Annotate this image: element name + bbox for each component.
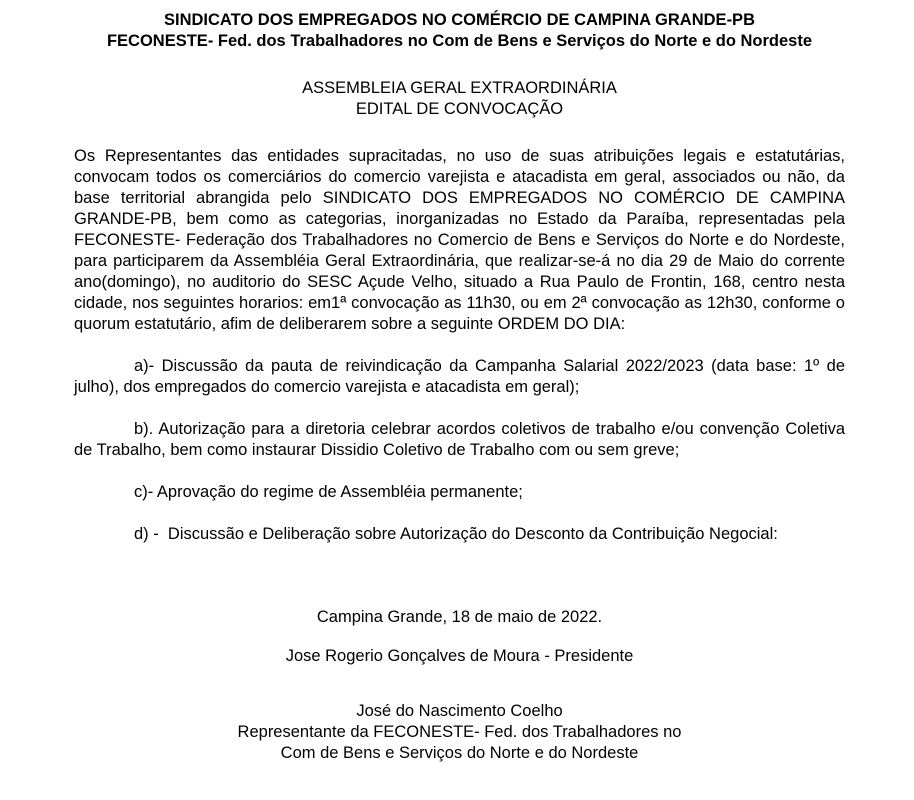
convocation-paragraph: Os Representantes das entidades supracitadas, no uso de suas atribuições legais e estatutárias, convocam todos os comerciários do comercio varejista e atacadista em geral, associados ou não, da base territorial abrangida pelo SINDICATO DOS EMPREGADOS NO COMÉRCIO DE CAMPINA GRANDE-PB, bem como as categorias, inorganizadas no Estado da Paraíba, representadas pela FECONESTE- Federação dos Trabalhadores no Comercio de Bens e Serviços do Norte e do Nordeste, para participarem da Assembléia Geral Extraordinária, que realizar-se-á no dia 29 de Maio do corrente ano(domingo), no auditorio do SESC Açude Velho, situado a Rua Paulo de Frontin, 168, centro nesta cidade, nos seguintes horarios: em1ª convocação as 11h30, ou em 2ª convocação as 12h30, conforme o quorum estatutário, afim de deliberarem sobre a seguinte ORDEM DO DIA: [74,147,845,333]
president-signature: Jose Rogerio Gonçalves de Moura - Presidente [285,647,634,665]
agenda-item-b: b). Autorização para a diretoria celebrar acordos coletivos de trabalho e/ou convenção Coletiva de Trabalho, bem como instaurar Dissidio Coletivo de Trabalho com ou sem greve; [74,420,845,459]
signer-name: José do Nascimento Coelho [356,702,563,720]
agenda-item-a: a)- Discussão da pauta de reivindicação da Campanha Salarial 2022/2023 (data base: 1º de julho), dos empregados do comercio varejista e atacadista em geral); [74,357,845,396]
header-federation-name: FECONESTE- Fed. dos Trabalhadores no Com de Bens e Serviços do Norte e do Nordeste [106,32,813,50]
date-line: Campina Grande, 18 de maio de 2022. [316,608,603,626]
assembly-title: ASSEMBLEIA GERAL EXTRAORDINÁRIA [302,79,617,97]
agenda-item-d: d) - Discussão e Deliberação sobre Autorização do Desconto da Contribuição Negocial: [134,525,778,543]
signer-role-line2: Com de Bens e Serviços do Norte e do Nordeste [280,744,639,762]
notice-title: EDITAL DE CONVOCAÇÃO [355,100,564,118]
agenda-item-c: c)- Aprovação do regime de Assembléia permanente; [134,483,523,501]
signer-role-line1: Representante da FECONESTE- Fed. dos Trabalhadores no [237,723,682,741]
header-union-name: SINDICATO DOS EMPREGADOS NO COMÉRCIO DE CAMPINA GRANDE-PB [164,11,755,29]
document-content [74,10,845,764]
